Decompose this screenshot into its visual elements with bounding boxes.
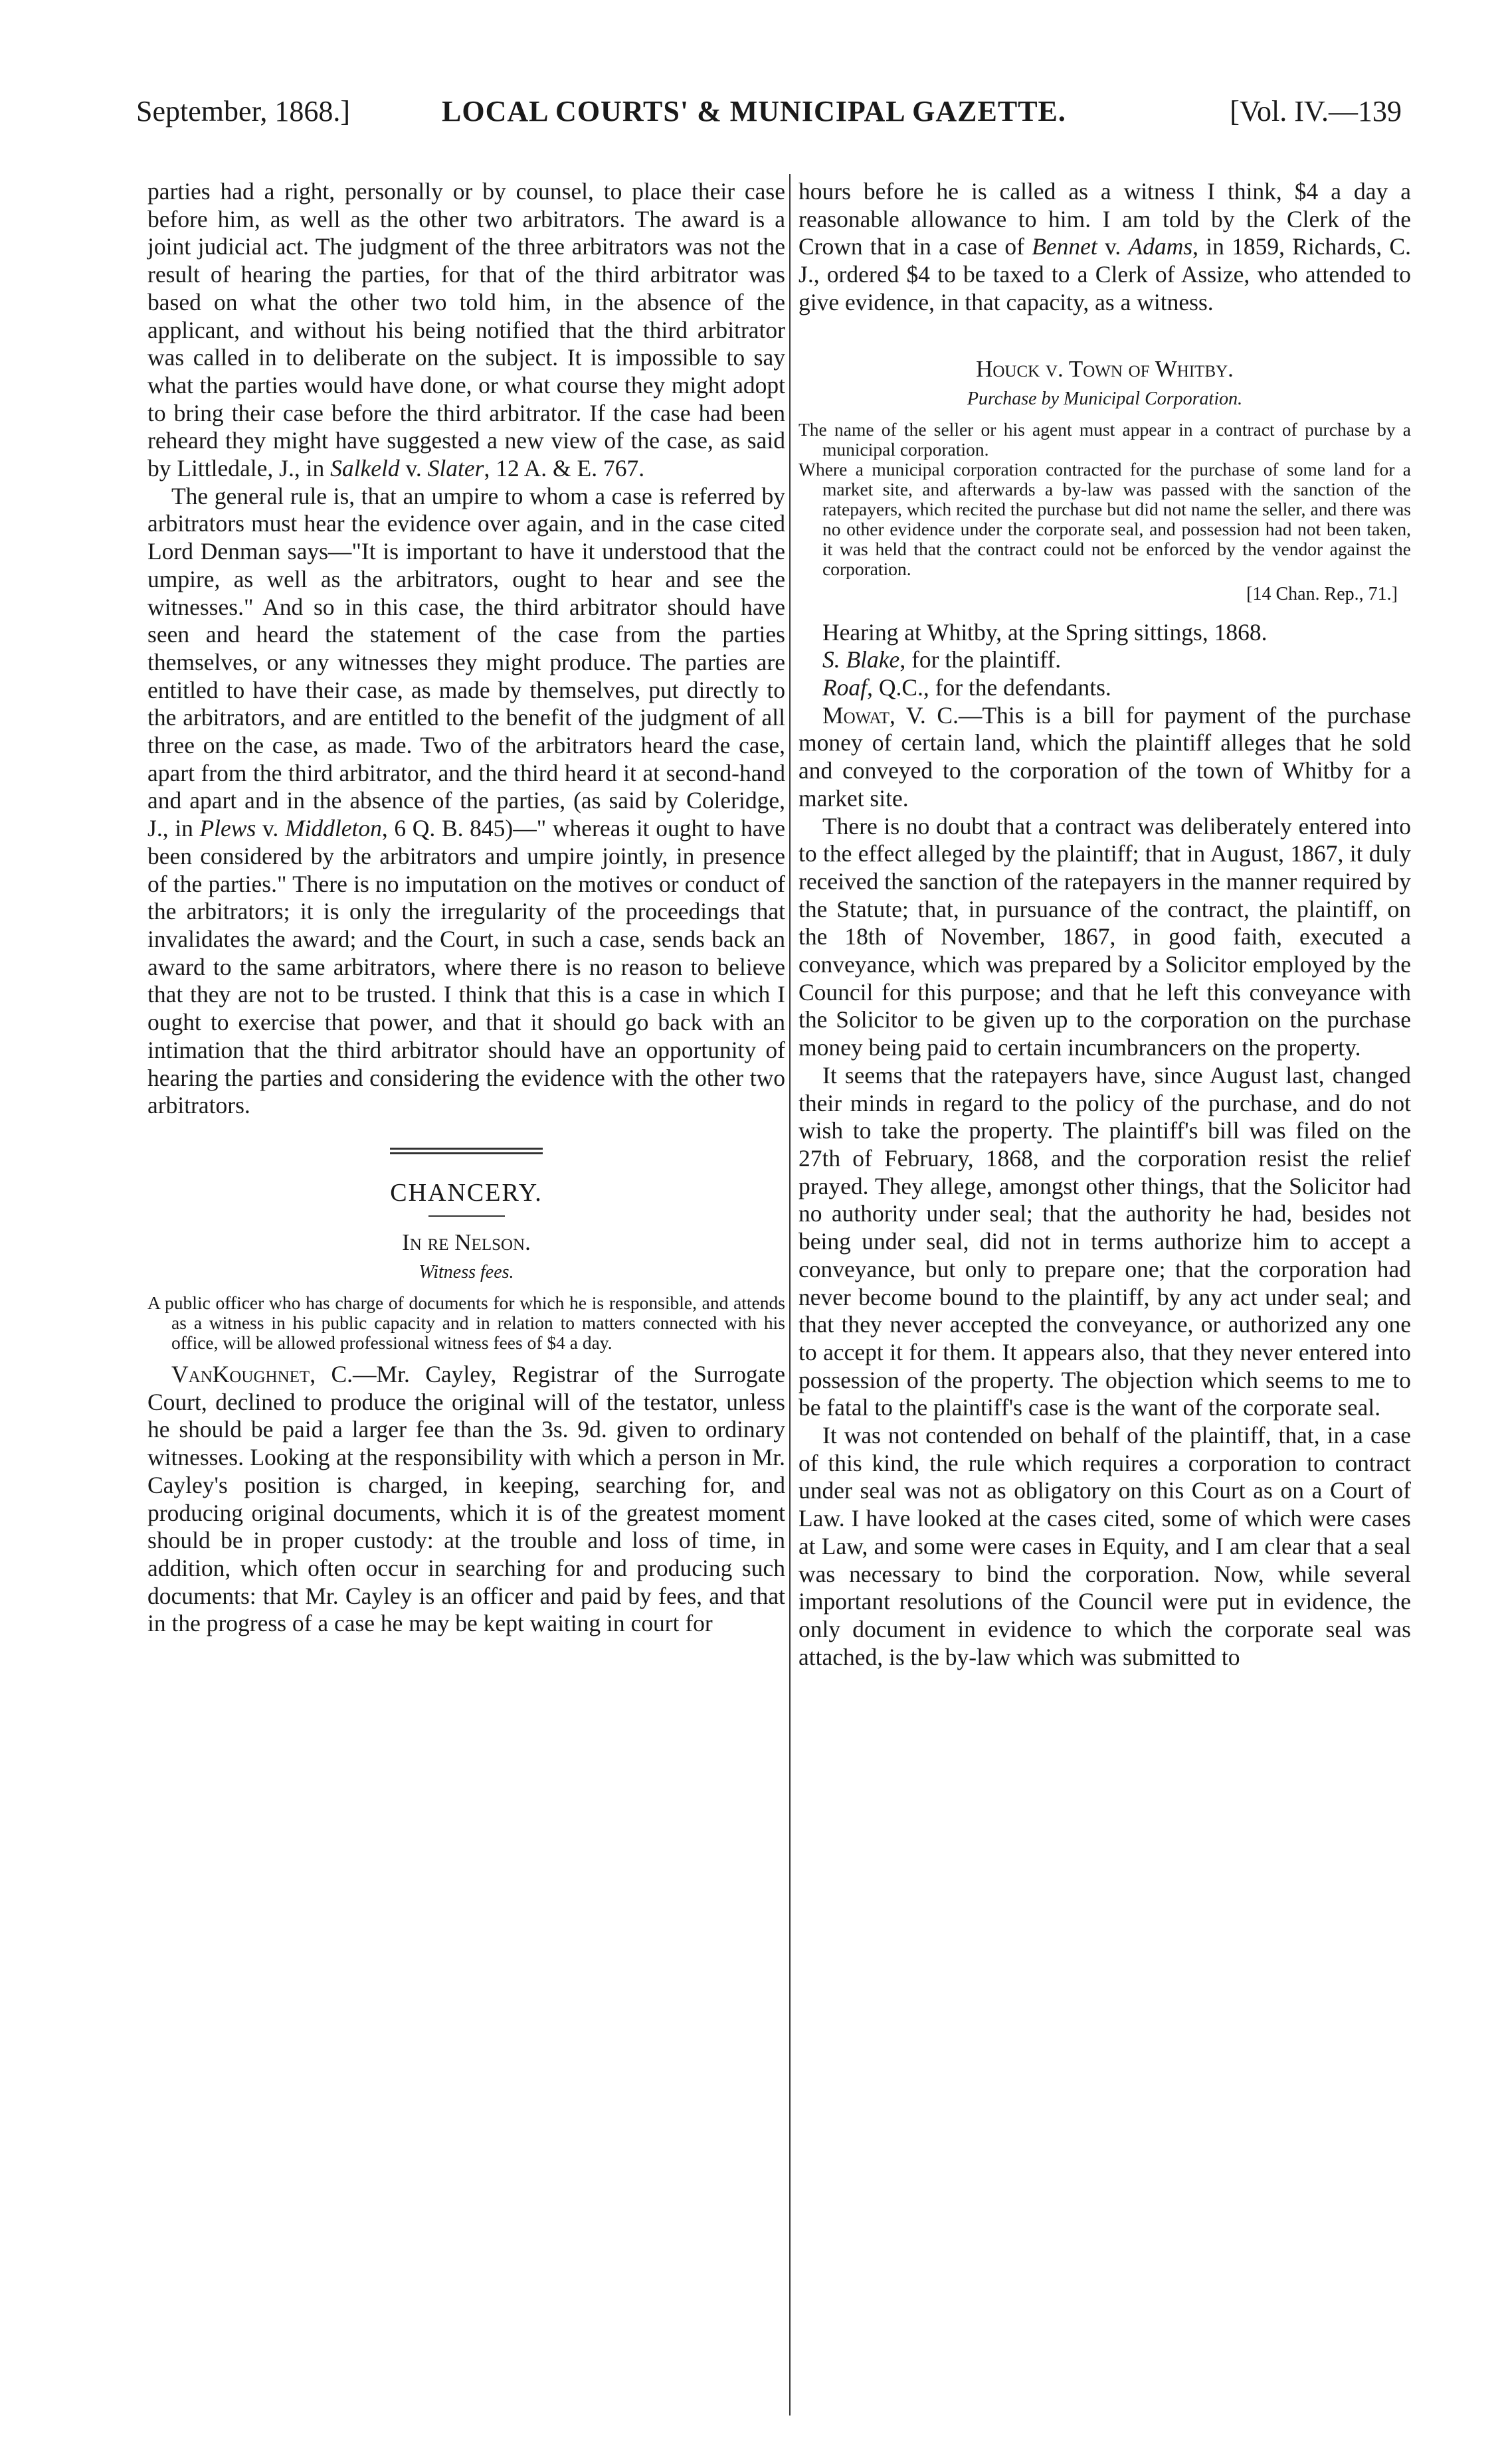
case-subtitle-nelson: Witness fees.	[419, 1262, 514, 1283]
right-paragraph-4: It seems that the ratepayers have, since August last, changed their minds in regard to the policy of the purchase, and do not wish to take the property. The plaintiff's bill was filed on the 27th of February, 1868, and the corporation resist the relief prayed. They allege, amongst other things, that the Solicitor had no authority under seal; that the authority he had, besides not being under seal, did not in terms authorize him to accept a conveyance, but only to prepare one; that the corporation had never become bound to the plaintiff, by any act under seal; and that they never accepted the conveyance, or authorized any one to accept it for them. It appears also, that they never entered into possession of the property. The objection which seems to me to be fatal to the plaintiff's case is the want of the corporate seal.	[798, 1061, 1411, 1421]
section-divider	[390, 1148, 543, 1154]
left-paragraph-1: parties had a right, personally or by counsel, to place their case before him, as well as the other two arbitrators. The award is a joint judicial act. The judgment of the three arbitrators was not the result of hearing the parties, for that of the third arbitrator was based on what the other two told him, in the absence of the applicant, and without his being notified that the third arbitrator was called in to deliberate on the subject. It is impossible to say what the parties would have done, or what course they might adopt to bring their case before the third arbitrator. If the case had been reheard they might have suggested a new view of the case, as said by Littledale, J., in Salkeld v. Slater, 12 A. & E. 767.	[147, 178, 785, 482]
header-title: LOCAL COURTS' & MUNICIPAL GAZETTE.	[442, 95, 1066, 128]
left-paragraph-3: VanKoughnet, C.—Mr. Cayley, Registrar of the Surrogate Court, declined to produce the original will of the testator, unless he should be paid a larger fee than the 3s. 9d. given to ordinary witnesses. Looking at the responsibility with which a person in Mr. Cayley's position is charged, in keeping, searching for, and producing original documents, which it is of the greatest moment should be in proper custody: at the trouble and loss of time, in addition, which often occur in searching for and producing such documents: that Mr. Cayley is an officer and paid by fees, and that in the progress of a case he may be kept waiting in court for	[147, 1361, 786, 1637]
column-divider	[789, 174, 791, 2416]
right-column	[798, 178, 1411, 1671]
right-paragraph-1: hours before he is called as a witness I think, $4 a day a reasonable allowance to him. I am told by the Clerk of the Crown that in a case of Bennet v. Adams, in 1859, Richards, C. J., ordered $4 to be taxed to a Clerk of Assize, who attended to give evidence, in that capacity, as a witness.	[798, 178, 1411, 315]
headnote-houck-2: Where a municipal corporation contracted for the purchase of some land for a market site, and afterwards a by-law was passed with the sanction of the ratepayers, which recited the purchase but did not name the seller, and there was no other evidence under the corporate seal, and possession had not been taken, it was held that the contract could not be enforced by the vendor against the corporation.	[798, 458, 1411, 579]
counsel-plaintiff: S. Blake, for the plaintiff.	[822, 646, 1062, 673]
right-paragraph-2: Mowat, V. C.—This is a bill for payment of the purchase money of certain land, which the plaintiff alleges that he sold and conveyed to the corporation of the town of Whitby for a market site.	[798, 701, 1411, 812]
headnote-houck-1: The name of the seller or his agent must appear in a contract of purchase by a municipal corporation.	[798, 418, 1411, 460]
header-volume: [Vol. IV.—139	[1230, 95, 1402, 128]
case-title-nelson: In re Nelson.	[402, 1229, 531, 1255]
left-column	[147, 178, 785, 1638]
heading-rule	[428, 1215, 505, 1217]
counsel-defendants: Roaf, Q.C., for the defendants.	[822, 674, 1111, 701]
hearing-line: Hearing at Whitby, at the Spring sittings, 1868.	[822, 618, 1267, 646]
citation: [14 Chan. Rep., 71.]	[1246, 583, 1398, 604]
judge-name: VanKoughnet, C.	[171, 1361, 353, 1388]
case-title-houck: Houck v. Town of Whitby.	[976, 355, 1234, 382]
page-header	[136, 92, 1402, 138]
right-paragraph-5: It was not contended on behalf of the plaintiff, that, in a case of this kind, the rule which requires a corporation to contract under seal was not as obligatory on this Court as on a Court of Law. I have looked at the cases cited, some of which were cases at Law, and some were cases in Equity, and I am clear that a seal was necessary to bind the corporation. Now, while several important resolutions of the Council were put in evidence, the only document in evidence to which the corporate seal was attached, is the by-law which was submitted to	[798, 1422, 1411, 1670]
judge-name: Mowat, V. C.	[822, 701, 959, 729]
right-paragraph-3: There is no doubt that a contract was deliberately entered into to the effect alleged by the plaintiff; that in August, 1867, it duly received the sanction of the ratepayers in the manner required by the Statute; that, in pursuance of the contract, the plaintiff, on the 18th of November, 1867, in good faith, executed a conveyance, which was prepared by a Solicitor employed by the Council for this purpose; and that he left this conveyance with the Solicitor to be given up to the corporation on the purchase money being paid to certain incumbrancers on the property.	[798, 812, 1411, 1061]
headnote-nelson: A public officer who has charge of documents for which he is responsible, and attends as a witness in his public capacity and in relation to matters connected with his office, will be allowed professional witness fees of $4 a day.	[147, 1292, 785, 1354]
case-subtitle-houck: Purchase by Municipal Corporation.	[967, 389, 1243, 410]
left-paragraph-2: The general rule is, that an umpire to whom a case is referred by arbitrators must hear the evidence over again, and in the case cited Lord Denman says—"It is important to have it understood that the umpire, as well as the arbitrators, ought to hear and see the witnesses." And so in this case, the third arbitrator should have seen and heard the statement of the case from the parties themselves, or any witnesses they might produce. The parties are entitled to have their case, as made by themselves, put directly to the arbitrators, and are entitled to the benefit of the judgment of all three on the case, as made. Two of the arbitrators heard the case, apart from the third arbitrator, and the third heard it at second-hand and apart and in the absence of the parties, (as said by Coleridge, J., in Plews v. Middleton, 6 Q. B. 845)—" whereas it ought to have been considered by the arbitrators and umpire jointly, in presence of the parties." There is no imputation on the motives or conduct of the arbitrators; it is only the irregularity of the proceedings that invalidates the award; and the Court, in such a case, sends back an award to the same arbitrators, where there is no reason to believe that they are not to be trusted. I think that this is a case in which I ought to exercise that power, and that it should go back with an intimation that the third arbitrator should have an opportunity of hearing the parties and considering the evidence with the other two arbitrators.	[147, 482, 785, 1119]
section-heading: CHANCERY.	[390, 1178, 543, 1207]
header-date: September, 1868.]	[136, 95, 351, 128]
